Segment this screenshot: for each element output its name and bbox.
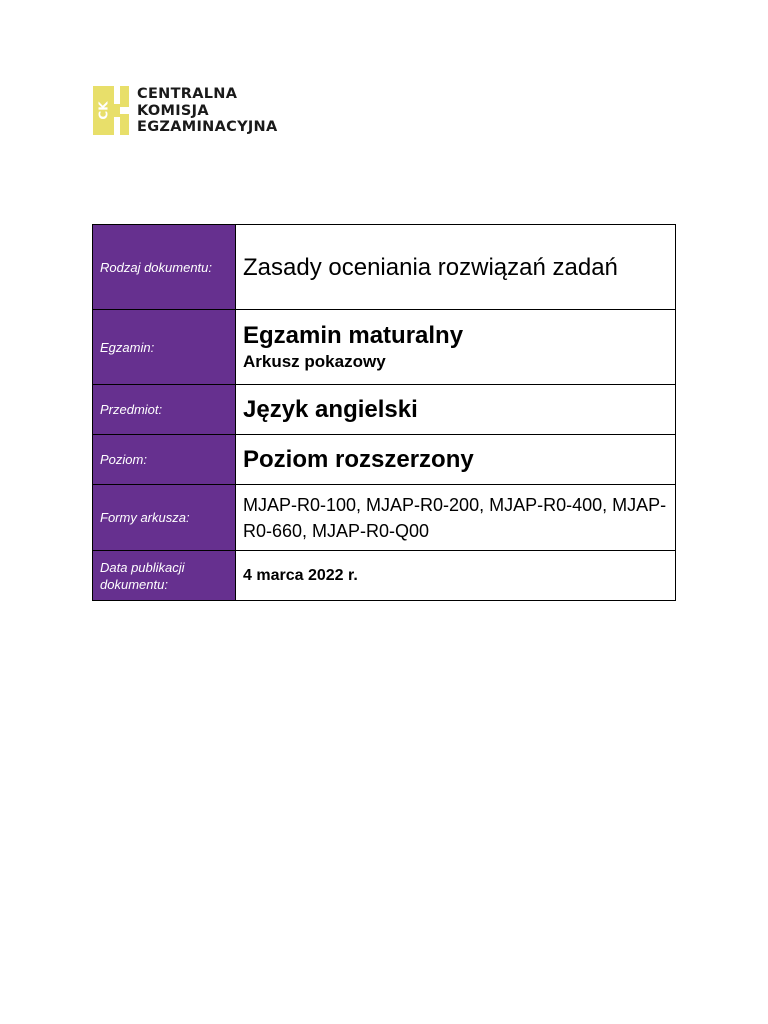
table-row-forms xyxy=(93,485,676,551)
value-forms-cell xyxy=(236,485,676,551)
logo-line-3: EGZAMINACYJNA xyxy=(137,119,278,135)
table-row-document-type xyxy=(93,225,676,310)
table-row-level xyxy=(93,435,676,485)
value-subject-cell xyxy=(236,385,676,435)
table-row-publication-date xyxy=(93,551,676,601)
logo-line-1: CENTRALNA xyxy=(137,86,238,102)
value-exam-cell xyxy=(236,310,676,385)
publication-date-value: 4 marca 2022 r. xyxy=(243,566,358,584)
value-publication-date-cell xyxy=(236,551,676,601)
label-level: Poziom: xyxy=(93,435,236,485)
label-exam: Egzamin: xyxy=(93,310,236,385)
exam-subvalue: Arkusz pokazowy xyxy=(243,352,386,371)
value-document-type-cell xyxy=(236,225,676,310)
forms-value: MJAP-R0-100, MJAP-R0-200, MJAP-R0-400, MJAP-R0-660, MJAP-R0-Q00 xyxy=(243,494,667,541)
level-value: Poziom rozszerzony xyxy=(243,445,474,473)
cke-logo-mark xyxy=(93,86,129,135)
label-subject: Przedmiot: xyxy=(93,385,236,435)
table-row-exam xyxy=(93,310,676,385)
logo-line-2: KOMISJA xyxy=(137,102,209,119)
table-row-subject xyxy=(93,385,676,435)
value-level-cell xyxy=(236,435,676,485)
subject-value: Język angielski xyxy=(243,395,418,423)
logo-wordmark xyxy=(137,86,278,135)
cke-logo xyxy=(93,86,278,135)
document-type-value: Zasady oceniania rozwiązań zadań xyxy=(243,253,618,281)
label-forms: Formy arkusza: xyxy=(93,485,236,551)
exam-value: Egzamin maturalny xyxy=(243,322,464,349)
label-document-type: Rodzaj dokumentu: xyxy=(93,225,236,310)
document-info-table xyxy=(92,224,676,601)
logo-mark-letters: CK xyxy=(96,101,111,120)
label-publication-date: Data publikacji dokumentu: xyxy=(93,551,236,601)
